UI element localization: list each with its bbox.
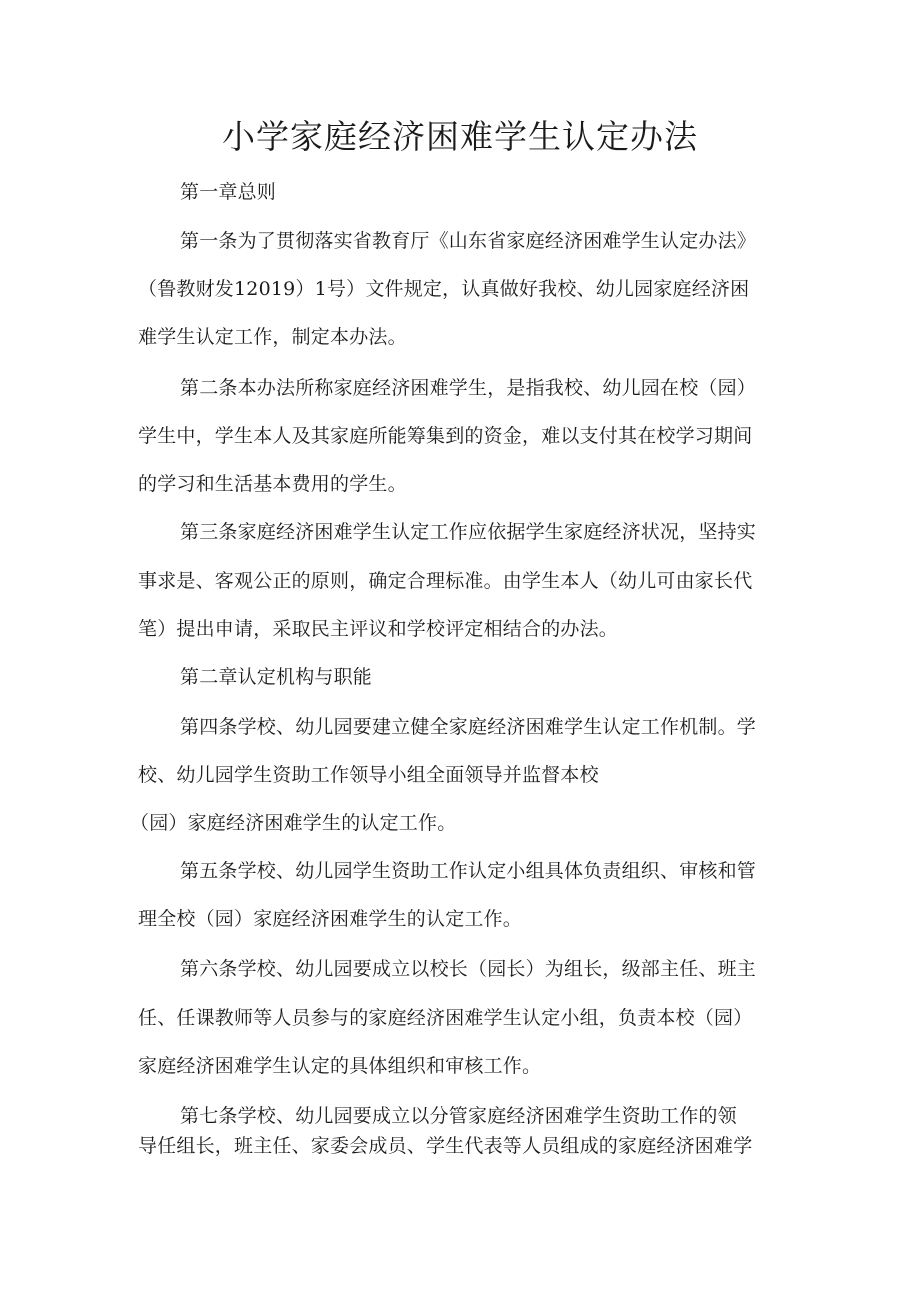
paragraph-line: （鲁教财发12019）1号）文件规定，认真做好我校、幼儿园家庭经济困 — [138, 278, 750, 300]
paragraph-line: （园）家庭经济困难学生的认定工作。 — [130, 812, 457, 834]
paragraph-line: 任、任课教师等人员参与的家庭经济困难学生认定小组，负责本校（园） — [138, 1007, 753, 1029]
document-title: 小学家庭经济困难学生认定办法 — [222, 117, 698, 156]
chapter-heading: 第一章总则 — [180, 181, 277, 203]
paragraph-line: 笔）提出申请，采取民主评议和学校评定相结合的办法。 — [138, 618, 619, 640]
paragraph-line: 校、幼儿园学生资助工作领导小组全面领导并监督本校 — [138, 764, 599, 786]
paragraph-line: 第一条为了贯彻落实省教育厅《山东省家庭经济困难学生认定办法》 — [180, 230, 757, 252]
paragraph-line: 的学习和生活基本费用的学生。 — [138, 473, 407, 495]
chapter-heading: 第二章认定机构与职能 — [180, 666, 373, 688]
paragraph-line: 第四条学校、幼儿园要建立健全家庭经济困难学生认定工作机制。学 — [180, 716, 757, 738]
paragraph-line: 第六条学校、幼儿园要成立以校长（园长）为组长，级部主任、班主 — [180, 958, 757, 980]
paragraph-line: 事求是、客观公正的原则，确定合理标准。由学生本人（幼儿可由家长代 — [138, 570, 753, 592]
paragraph-line: 第二条本办法所称家庭经济困难学生，是指我校、幼儿园在校（园） — [180, 377, 757, 399]
paragraph-line: 导任组长，班主任、家委会成员、学生代表等人员组成的家庭经济困难学 — [138, 1135, 753, 1157]
paragraph-line: 第七条学校、幼儿园要成立以分管家庭经济困难学生资助工作的领 — [180, 1105, 737, 1127]
paragraph-line: 理全校（园）家庭经济困难学生的认定工作。 — [138, 908, 523, 930]
paragraph-line: 第五条学校、幼儿园学生资助工作认定小组具体负责组织、审核和管 — [180, 860, 757, 882]
paragraph-line: 第三条家庭经济困难学生认定工作应依据学生家庭经济状况，坚持实 — [180, 521, 757, 543]
paragraph-line: 难学生认定工作，制定本办法。 — [138, 326, 407, 348]
paragraph-line: 学生中，学生本人及其家庭所能筹集到的资金，难以支付其在校学习期间 — [138, 425, 753, 447]
paragraph-line: 家庭经济困难学生认定的具体组织和审核工作。 — [138, 1055, 542, 1077]
